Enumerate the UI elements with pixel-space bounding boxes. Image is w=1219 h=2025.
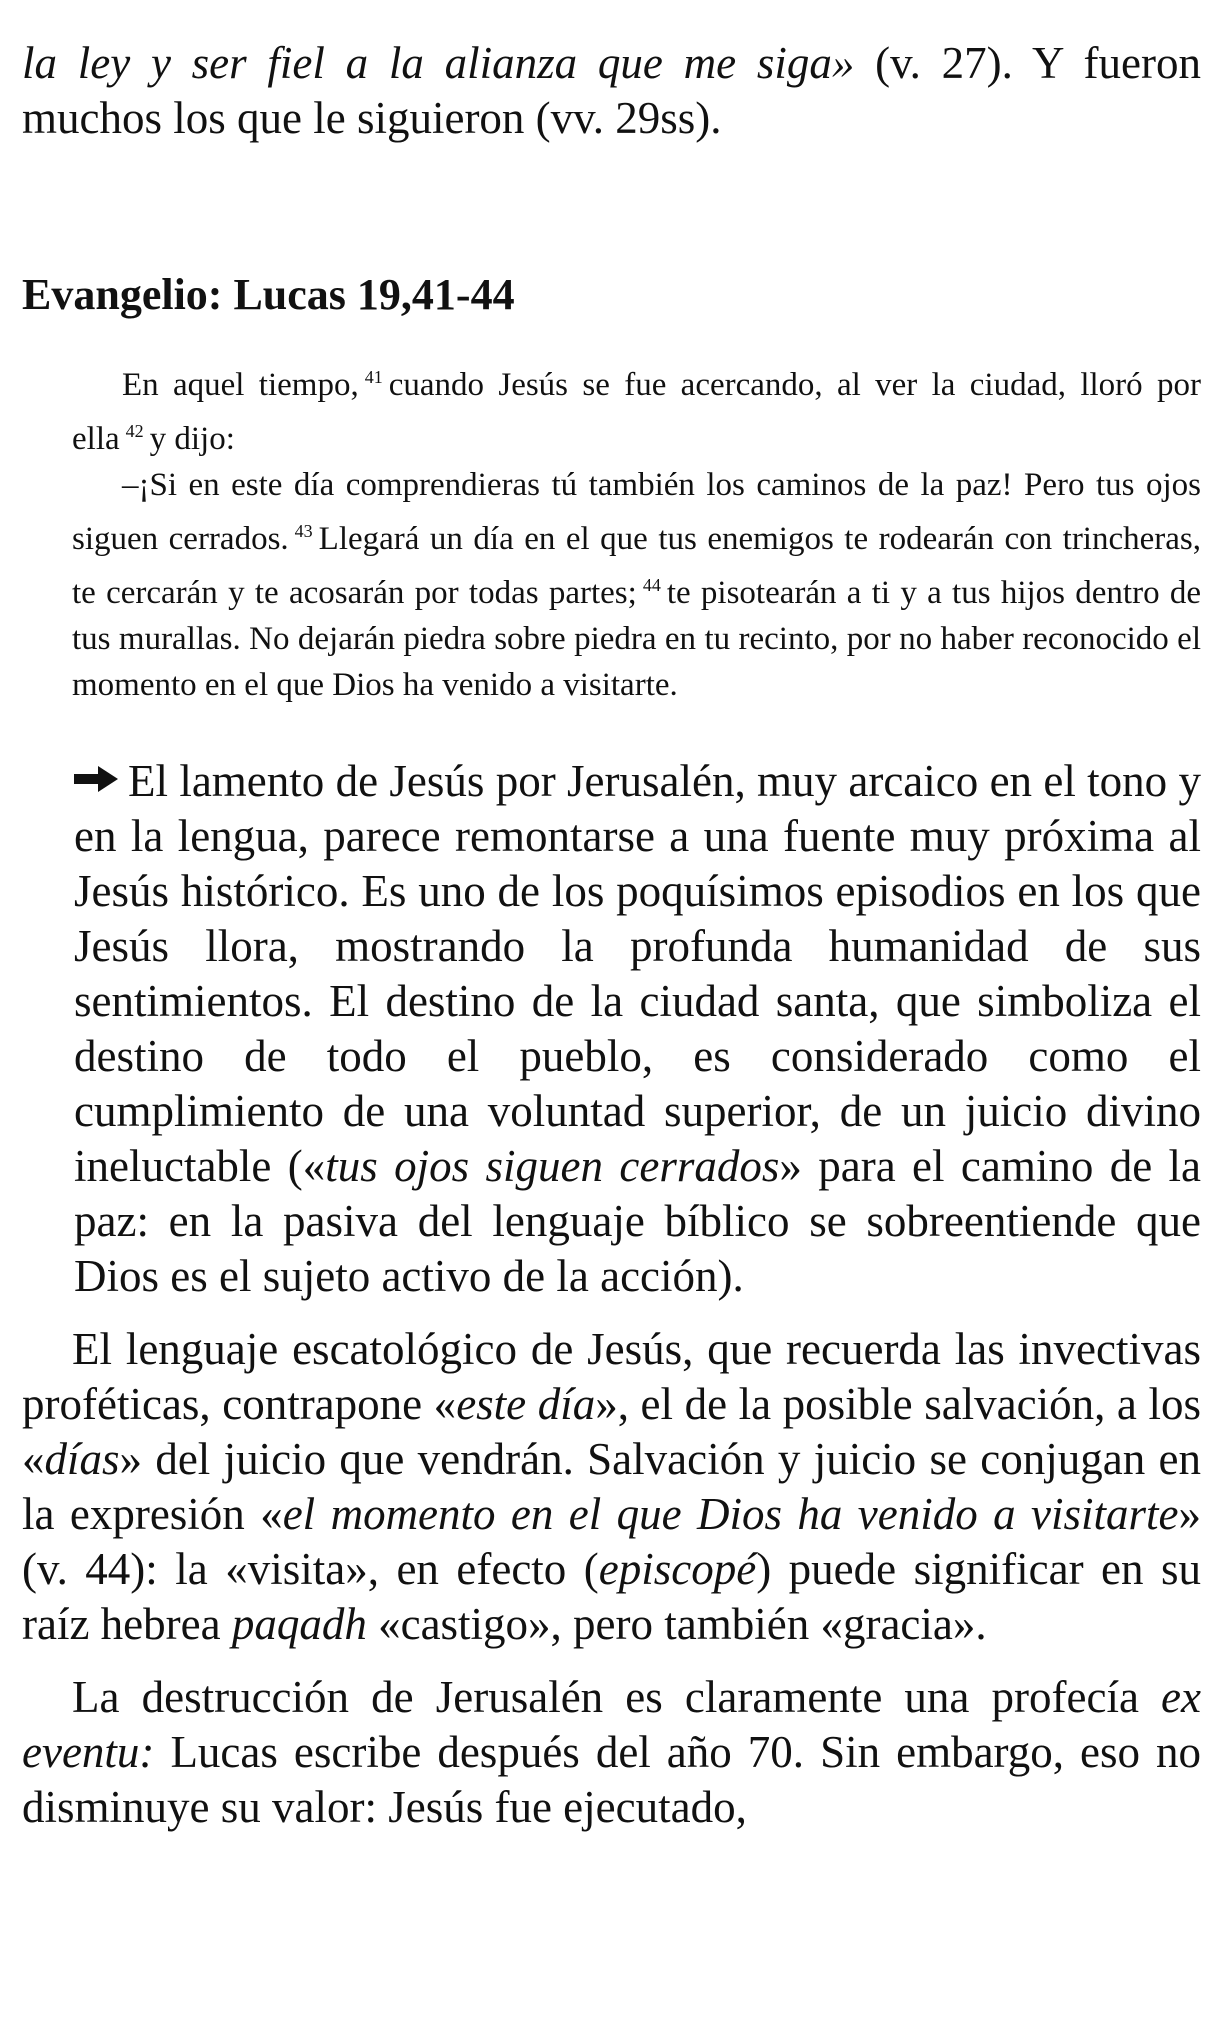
commentary-paragraph-3: [22, 1670, 1201, 1835]
commentary-text-run: La destrucción de Jerusalén es claramente una profecía: [72, 1672, 1162, 1722]
commentary-paragraph-2: [22, 1322, 1201, 1652]
commentary-text-run: El lenguaje escatológico de Jesús, que recuerda las invectivas proféticas, contrapone «: [22, 1324, 1201, 1429]
commentary-text-run: Lucas escribe después del año 70. Sin embargo, eso no disminuye su valor: Jesús fue ejecutado,: [22, 1727, 1201, 1832]
commentary-text-run: » (v. 44): la «visita», en efecto (: [22, 1489, 1202, 1594]
gospel-text-run: te pisotearán a ti y a tus hijos dentro de tus murallas. No dejarán piedra sobre piedra en tu recinto, por no haber reconocido el momento en el que Dios ha venido a visitarte.: [72, 575, 1201, 703]
commentary-term: ex eventu:: [22, 1672, 1201, 1777]
verse-number: 42: [125, 421, 144, 441]
lead-paragraph: [22, 36, 1201, 146]
verse-number: 41: [364, 367, 383, 387]
commentary-text-run: El lamento de Jesús por Jerusalén, muy arcaico en el tono y en la lengua, parece remontarse a una fuente muy próxima al Jesús histórico. Es uno de los poquísimos episodios en los que Jesús llora, mostrando la profunda humanidad de sus sentimientos. El destino de la ciudad santa, que simboliza el destino de todo el pueblo, es considerado como el cumplimiento de una voluntad superior, de un juicio divino ineluctable («: [74, 756, 1201, 1191]
commentary-text-run: ) puede significar en su raíz hebrea: [22, 1544, 1201, 1649]
gospel-text-run: En aquel tiempo,: [122, 367, 359, 403]
verse-number: 44: [642, 575, 661, 595]
commentary-text-run: «castigo», pero también «gracia».: [366, 1599, 987, 1649]
section-title: Evangelio: Lucas 19,41-44: [22, 270, 515, 319]
lead-text: (v. 27). Y fueron muchos los que le siguieron (vv. 29ss).: [22, 38, 1201, 143]
gospel-text-run: Llegará un día en el que tus enemigos te rodearán con trincheras, te cercarán y te acosarán por todas partes;: [72, 521, 1201, 611]
commentary-paragraph-1: [22, 754, 1201, 1304]
commentary-quote: tus ojos siguen cerrados: [325, 1141, 780, 1191]
gospel-text-run: –¡Si en este día comprendieras tú también los caminos de la paz! Pero tus ojos siguen cerrados.: [72, 467, 1201, 557]
commentary-term: episcopé: [598, 1544, 757, 1594]
lead-quote: la ley y ser fiel a la alianza que me siga»: [22, 38, 855, 88]
gospel-paragraph-2: [72, 462, 1201, 708]
commentary: [22, 754, 1201, 1835]
gospel-text-run: cuando Jesús se fue acercando, al ver la ciudad, lloró por ella: [72, 367, 1201, 457]
commentary-term: paqadh: [231, 1599, 367, 1649]
gospel-text: [22, 354, 1201, 708]
commentary-text-run: » del juicio que vendrán. Salvación y juicio se conjugan en la expresión «: [22, 1434, 1201, 1539]
commentary-quote: días: [44, 1434, 120, 1484]
commentary-text-run: », el de la posible salvación, a los «: [22, 1379, 1201, 1484]
arrow-right-icon: [74, 766, 118, 792]
gospel-paragraph-1: [72, 354, 1201, 462]
commentary-quote: este día: [456, 1379, 596, 1429]
verse-number: 43: [294, 521, 313, 541]
gospel-text-run: y dijo:: [149, 421, 235, 457]
commentary-quote: el momento en el que Dios ha venido a visitarte: [282, 1489, 1179, 1539]
commentary-text-run: » para el camino de la paz: en la pasiva del lenguaje bíblico se sobreentiende que Dios es el sujeto activo de la acción).: [74, 1141, 1202, 1301]
